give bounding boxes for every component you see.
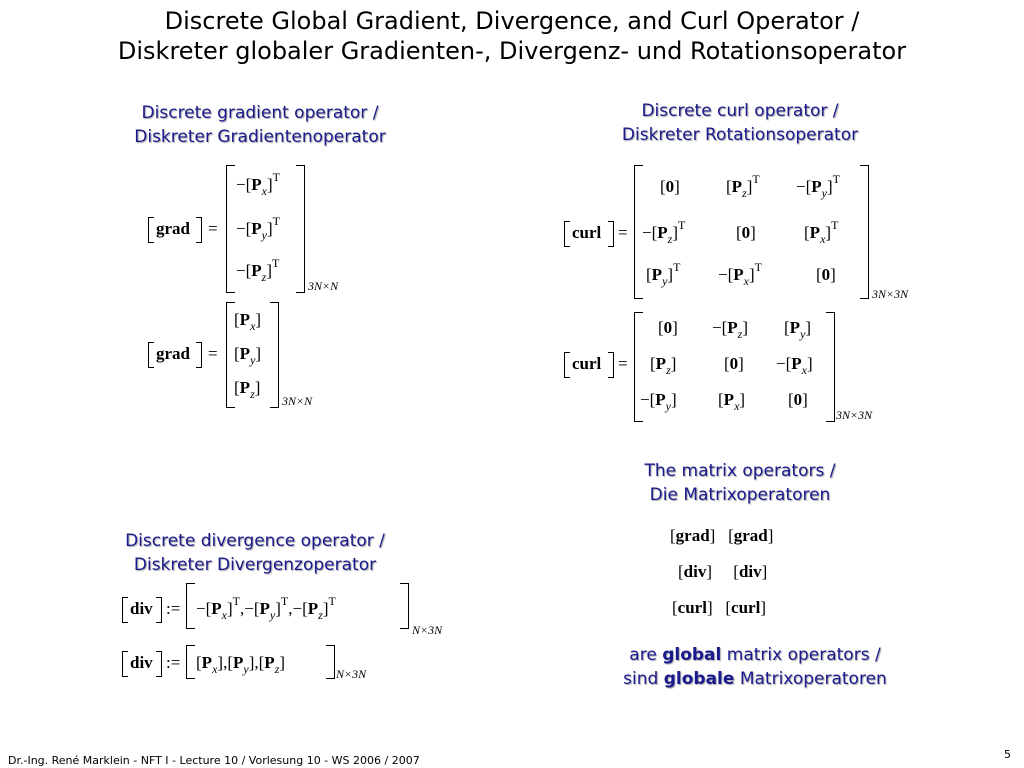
matrix-bracket-left [226,165,235,293]
grad-entry-1: $-[P_x]^T$ [236,170,280,198]
div2-entries: $[P_x],[P_y],[P_z]$ [196,653,286,676]
global-operators-note [580,643,930,691]
div-dimension-2: N×3N [336,667,367,681]
curl-lhs-label: curl [572,223,602,242]
gradient-heading-de: Diskreter Gradientenoperator [134,127,386,147]
global-note-de: sind globale Matrixoperatoren [623,669,887,689]
global-note-en: are global matrix operators / [629,645,881,665]
divergence-heading-en: Discrete divergence operator / [125,531,385,551]
gradient-equation-1 [146,165,366,295]
matrix-bracket-right [270,302,279,408]
curl1-r3c1: $[P_y]^T$ [646,260,681,288]
matrix-bracket-right [400,583,409,629]
curl2-r1c2: $-[P_z]$ [712,318,748,341]
curl1-r3c2: $-[P_x]^T$ [718,260,762,288]
curl-heading-de: Diskreter Rotationsoperator [621,125,859,145]
matrix-bracket-right [860,165,869,299]
curl-equation-1 [562,165,922,305]
slide-title-line2: Diskreter globaler Gradienten-, Divergenz- und Rotationsoperator [117,37,907,65]
footer-text: Dr.-Ing. René Marklein - NFT I - Lecture 10 / Vorlesung 10 - WS 2006 / 2007 [8,754,420,767]
curl2-r2c1: $[P_z]$ [650,354,677,377]
grad-entry-3: $-[P_z]^T$ [236,256,280,284]
grad2-entry-1: $[P_x]$ [234,310,262,333]
curl2-r3c2: $[P_x]$ [718,390,746,413]
curl2-r3c1: $-[P_y]$ [640,390,677,413]
curl2-r2c3: $-[P_x]$ [776,354,813,377]
grad-dimension-1: 3N×N [308,279,339,293]
curl2-r2c2: [0] [724,354,744,373]
div1-entries: $-[P_x]^T,-[P_y]^T,-[P_z]^T$ [196,594,336,622]
curl-heading-en: Discrete curl operator / [641,101,839,121]
op-pair-curl: [curl] [curl] [672,598,766,617]
curl1-r2c1: $-[P_z]^T$ [642,218,686,246]
matrix-bracket-right [826,312,835,422]
div-lhs-label: div [130,653,153,672]
curl-lhs-label: curl [572,354,602,373]
matrix-operators-heading-de: Die Matrixoperatoren [649,485,831,505]
op-pair-div: [div] [div] [678,562,768,581]
curl-heading [590,99,890,147]
curl1-r1c2: $[P_z]^T$ [726,172,760,200]
matrix-operators-heading-en: The matrix operators / [644,461,836,481]
matrix-bracket-left [186,645,195,679]
divergence-heading [90,529,420,577]
equals-sign: = [618,354,628,373]
matrix-operators-heading [590,459,890,507]
divergence-equation-1 [120,583,480,639]
curl-dimension-2: 3N×3N [836,408,873,422]
div-dimension-1: N×3N [412,623,443,637]
curl1-r3c3: [0] [816,265,836,284]
matrix-bracket-left [186,583,195,629]
curl1-r1c3: $-[P_y]^T$ [796,172,840,200]
curl-equation-2 [562,312,902,428]
matrix-operators-list [670,522,830,632]
gradient-equation-2 [146,302,366,412]
div-lhs-label: div [130,599,153,618]
grad-lhs-label: grad [156,344,190,363]
assign-sign: := [166,599,181,618]
divergence-equation-2 [120,643,420,689]
assign-sign: := [166,653,181,672]
gradient-heading-en: Discrete gradient operator / [141,103,379,123]
grad-lhs-label: grad [156,219,190,238]
curl1-r2c3: $[P_x]^T$ [804,218,839,246]
gradient-heading [100,101,420,149]
equals-sign: = [618,223,628,242]
curl-dimension-1: 3N×3N [872,287,909,301]
curl2-r1c3: $[P_y]$ [784,318,812,341]
op-pair-grad: [grad] [grad] [670,526,774,545]
slide-title-line1: Discrete Global Gradient, Divergence, and Curl Operator / [164,7,860,35]
grad-dimension-2: 3N×N [282,394,313,408]
curl1-r2c2: [0] [736,223,756,242]
curl2-r3c3: [0] [788,390,808,409]
matrix-bracket-right [326,645,335,679]
page-number: 5 [1004,748,1011,761]
grad-entry-2: $-[P_y]^T$ [236,214,280,242]
grad2-entry-2: $[P_y]$ [234,344,262,367]
curl2-r1c1: [0] [658,318,678,337]
equals-sign: = [208,344,218,363]
curl1-r1c1: [0] [660,177,680,196]
equals-sign: = [208,219,218,238]
matrix-bracket-right [296,165,305,293]
grad2-entry-3: $[P_z]$ [234,378,261,401]
slide-title [0,6,1024,66]
divergence-heading-de: Diskreter Divergenzoperator [133,555,377,575]
